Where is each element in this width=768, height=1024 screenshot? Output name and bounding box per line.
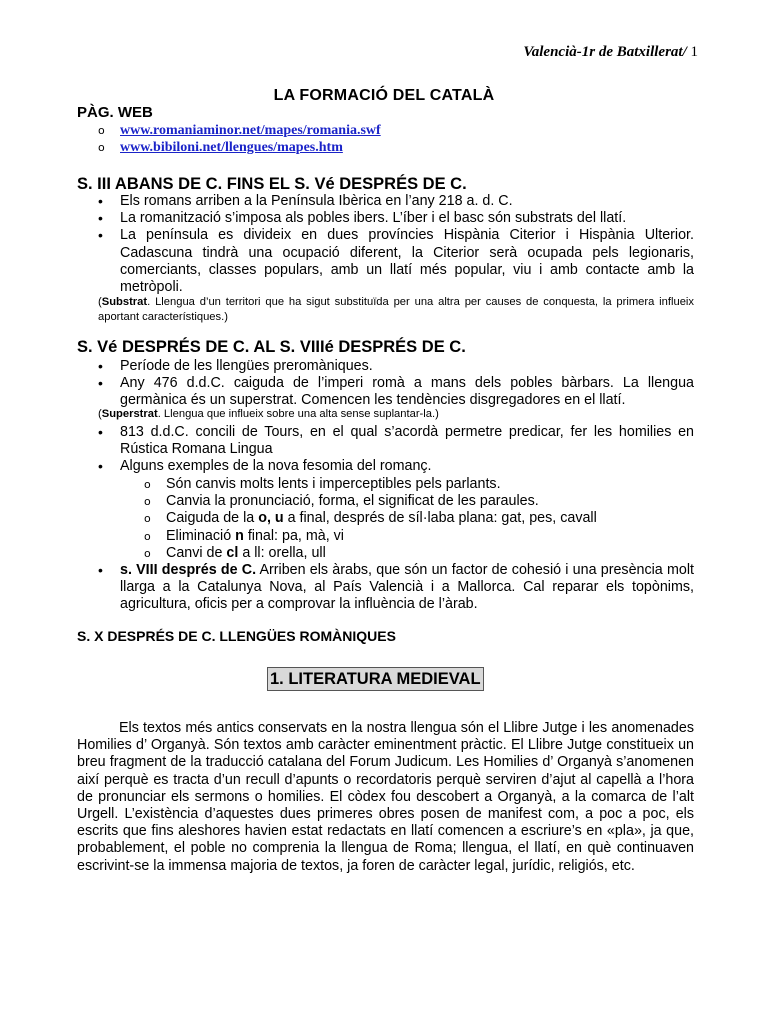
list-item: • Els romans arriben a la Península Ibèrica en l’any 218 a. d. C. <box>98 193 513 209</box>
section-heading-2: S. Vé DESPRÉS DE C. AL S. VIIIé DESPRÉS DE C. <box>77 338 466 356</box>
list-item <box>98 122 381 139</box>
section-2-list-c <box>98 562 694 614</box>
superstrat-note: (Superstrat. Llengua que influeix sobre una alta sense suplantar-la.) <box>98 408 439 420</box>
bullet-icon: • <box>98 458 103 475</box>
list-item: • s. VIII després de C. Arriben els àrabs, que són un factor de cohesió i una presència molt llarga a la Catalunya Nova, al País Valencià i a Mallorca. Cal reparar els topònims, agricultura, oficis per a comprovar la influència de l’àrab. <box>98 562 694 613</box>
list-item: • La romanització s’imposa als pobles ibers. L’íber i el basc són substrats del llatí. <box>98 210 627 227</box>
list-item: • Període de les llengües preromàniques. <box>98 358 373 374</box>
list-item: • La península es divideix en dues províncies Hispània Citerior i Hispània Ulterior. Cadascuna tindrà una ocupació diferent, la Citerior serà ocupada pels legionaris, comerciants, classes populars, amb un llatí més popular, viu i amb contacte amb la metròpoli. <box>98 227 694 296</box>
link-romaniaminor[interactable]: www.romaniaminor.net/mapes/romania.swf <box>120 123 381 138</box>
bullet-icon: • <box>98 358 103 374</box>
web-links-list <box>98 122 381 156</box>
bullet-icon: • <box>98 210 103 227</box>
web-pages-label: PÀG. WEB <box>77 104 153 121</box>
bullet-icon: • <box>98 562 103 578</box>
romance-examples-list <box>98 476 694 562</box>
bullet-icon: • <box>98 375 103 392</box>
list-item: o Canvia la pronunciació, forma, el significat de les paraules. <box>144 493 539 510</box>
list-item <box>98 139 381 156</box>
section-heading-3: S. X DESPRÉS DE C. LLENGÜES ROMÀNIQUES <box>77 628 396 644</box>
list-item: • Alguns exemples de la nova fesomia del romanç. <box>98 458 432 475</box>
circle-bullet-icon: o <box>144 512 151 526</box>
running-header <box>523 44 698 61</box>
link-bibiloni[interactable]: www.bibiloni.net/llengues/mapes.htm <box>120 140 343 155</box>
section-2-list-a <box>98 358 694 410</box>
circle-bullet-icon: o <box>98 124 105 137</box>
bullet-icon: • <box>98 227 103 244</box>
document-title: LA FORMACIÓ DEL CATALÀ <box>273 87 495 104</box>
note-term: Superstrat <box>101 408 158 420</box>
list-item: o Són canvis molts lents i imperceptibles pels parlants. <box>144 476 501 492</box>
page-number: 1 <box>690 44 698 60</box>
list-item: o Canvi de cl a ll: orella, ull <box>144 544 326 561</box>
circle-bullet-icon: o <box>98 141 105 154</box>
literature-heading: 1. LITERATURA MEDIEVAL <box>267 667 484 691</box>
section-heading-1: S. III ABANS DE C. FINS EL S. Vé DESPRÉS DE C. <box>77 175 467 193</box>
section-2-list-b <box>98 424 694 476</box>
list-item: • 813 d.d.C. concili de Tours, en el qual s’acordà permetre predicar, fer les homilies en Rústica Romana Lingua <box>98 424 694 458</box>
circle-bullet-icon: o <box>144 495 151 509</box>
bullet-icon: • <box>98 193 103 209</box>
section-1-list <box>98 193 694 296</box>
literature-paragraph: Els textos més antics conservats en la nostra llengua són el Llibre Jutge i les anomenades Homilies d’ Organyà. Són textos amb caràcter eminentment pràctic. El Llibre Jutge constitueix un breu fragment de la traducció catalana del Forum Judicum. Les Homilies d’ Organyà s’anomenen així perquè es tracta d’un recull d’apunts o recordatoris perquè serviren d’ajut al capellà a l’hora de pronunciar els sermons o homilies. El còdex fou descobert a Organyà, a la comarca de l’alt Urgell. L’existència d’aquestes dues primeres obres posen de manifest com, a poc a poc, els escrits que fins aleshores havien estat redactats en llatí comencen a escriure’s en «pla», ja que, probablement, el poble no comprenia la llengua de Roma; llengua, el llatí, en què continuaven escrivint-se la immensa majoria de textos, ja foren de caràcter legal, jurídic, religiós, etc. <box>77 720 694 874</box>
circle-bullet-icon: o <box>144 529 151 543</box>
circle-bullet-icon: o <box>144 478 151 491</box>
list-item: o Caiguda de la o, u a final, després de síl·laba plana: gat, pes, cavall <box>144 510 597 527</box>
note-term: Substrat <box>101 296 148 308</box>
list-item: • Any 476 d.d.C. caiguda de l’imperi romà a mans dels pobles bàrbars. La llengua germànica és un superstrat. Comencen les tendències disgregadores en el llatí. <box>98 375 694 409</box>
substrat-note: (Substrat. Llengua d’un territori que ha sigut substituïda per una altra per causes de conquesta, la primera influeix aportant característiques.) <box>98 296 694 323</box>
list-item: o Eliminació n final: pa, mà, vi <box>144 527 344 544</box>
running-title: Valencià-1r de Batxillerat/ <box>523 44 687 60</box>
circle-bullet-icon: o <box>144 546 151 560</box>
bullet-icon: • <box>98 424 103 440</box>
